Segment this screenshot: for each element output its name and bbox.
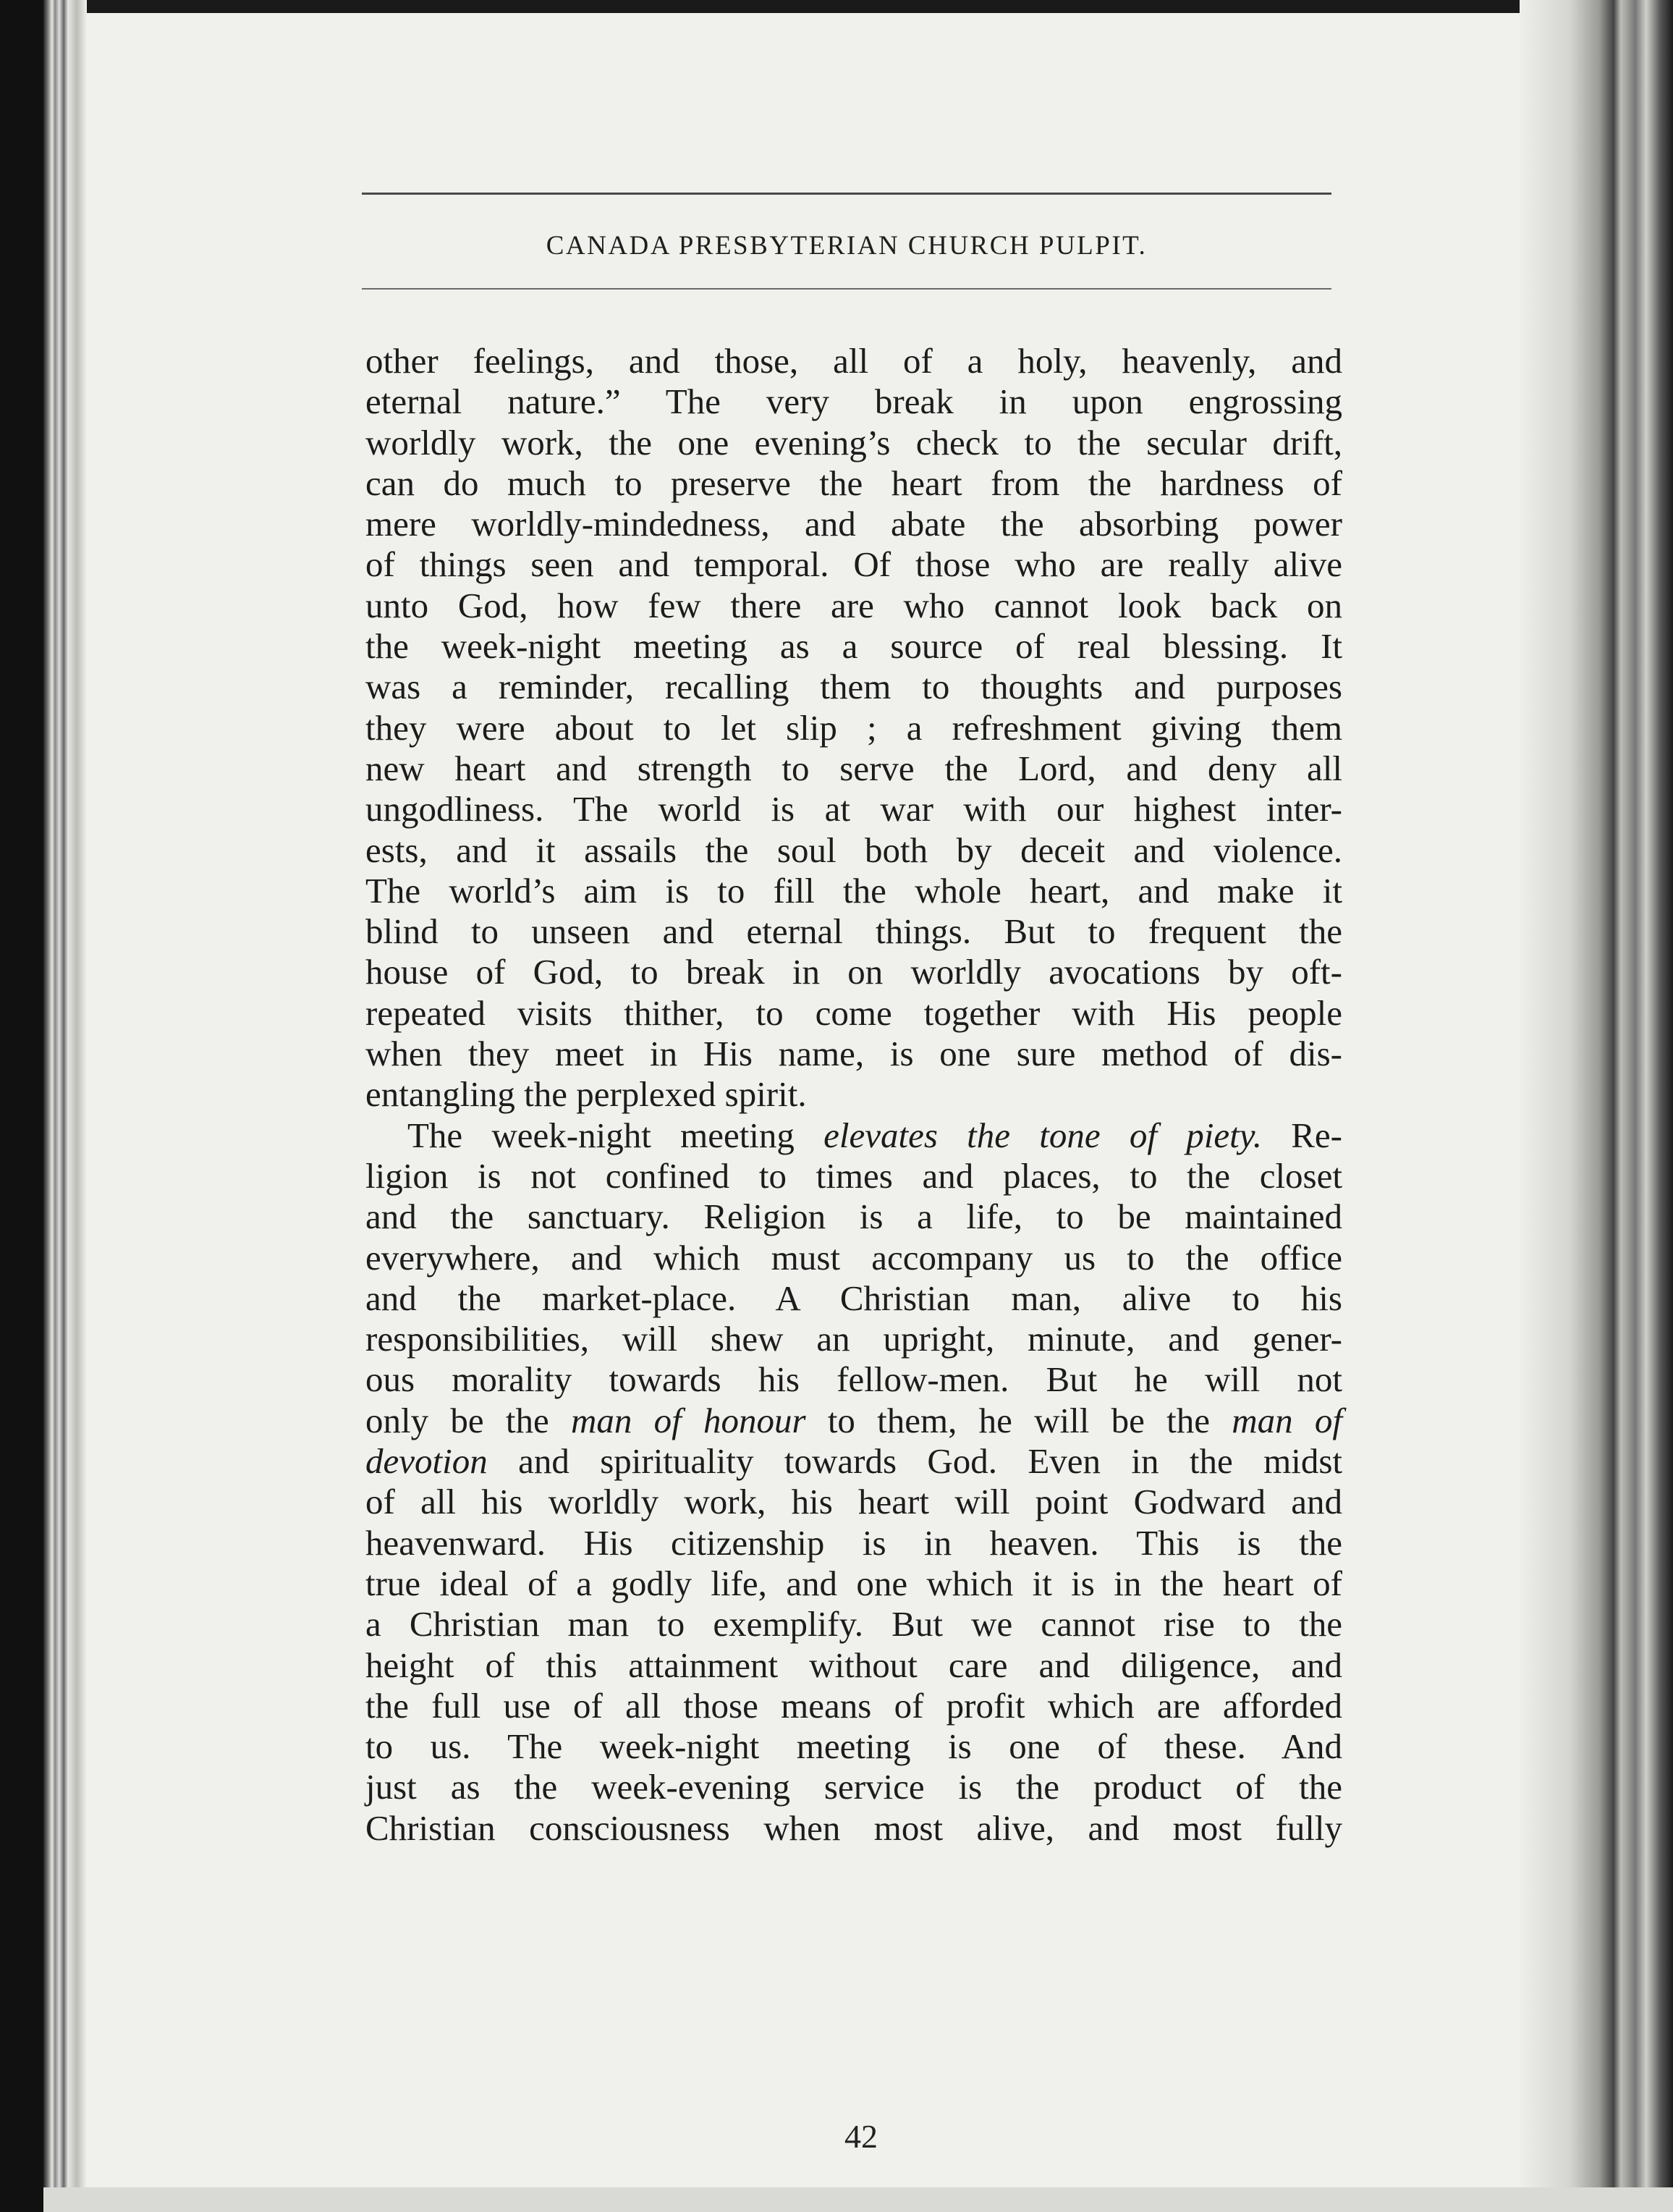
text-line: entangling the perplexed spirit.	[365, 1074, 807, 1115]
text-line: of all his worldly work, his heart will point Godward and	[365, 1482, 1342, 1522]
text-line: and the sanctuary. Religion is a life, to be maintained	[365, 1196, 1342, 1237]
running-head: CANADA PRESBYTERIAN CHURCH PULPIT.	[546, 231, 1148, 261]
text-line: they were about to let slip ; a refreshment giving them	[365, 707, 1342, 748]
scan-border-top	[0, 0, 1673, 13]
text-line: everywhere, and which must accompany us to the office	[365, 1237, 1342, 1278]
text-line: The world’s aim is to fill the whole heart, and make it	[365, 870, 1342, 911]
text-line: a Christian man to exemplify. But we cannot rise to the	[365, 1604, 1342, 1645]
text-line: heavenward. His citizenship is in heaven. This is the	[365, 1522, 1342, 1563]
text-line: devotion and spirituality towards God. Even in the midst	[365, 1441, 1342, 1482]
text-line: can do much to preserve the heart from the hardness of	[365, 463, 1342, 503]
text-line: when they meet in His name, is one sure method of dis-	[365, 1034, 1342, 1074]
emphasis: man of	[1232, 1400, 1342, 1440]
body-text	[365, 341, 1342, 1849]
text-line: house of God, to break in on worldly avocations by oft-	[365, 952, 1342, 992]
text-line: only be the man of honour to them, he will be the man of	[365, 1400, 1342, 1440]
emphasis: devotion	[365, 1441, 488, 1482]
text-line: height of this attainment without care and diligence, and	[365, 1645, 1342, 1685]
text-line: the week-night meeting as a source of real blessing. It	[365, 626, 1342, 667]
text-line: ests, and it assails the soul both by deceit and violence.	[365, 830, 1342, 870]
text-line: worldly work, the one evening’s check to the secular drift,	[365, 422, 1342, 463]
text-line: blind to unseen and eternal things. But to frequent the	[365, 911, 1342, 952]
header-rule-top	[362, 193, 1331, 195]
text-line: of things seen and temporal. Of those who are really alive	[365, 544, 1342, 585]
text-line: responsibilities, will shew an upright, minute, and gener-	[365, 1319, 1342, 1359]
text-line: mere worldly-mindedness, and abate the absorbing power	[365, 504, 1342, 544]
text-line: and the market-place. A Christian man, alive to his	[365, 1278, 1342, 1318]
text-line: new heart and strength to serve the Lord, and deny all	[365, 748, 1342, 788]
page-number: 42	[844, 2118, 878, 2155]
text-line: true ideal of a godly life, and one which it is in the heart of	[365, 1563, 1342, 1603]
text-line: unto God, how few there are who cannot look back on	[365, 585, 1342, 625]
text-line: Christian consciousness when most alive, and most fully	[365, 1807, 1342, 1848]
book-binding-edge	[43, 0, 87, 2187]
text-line: just as the week-evening service is the product of the	[365, 1767, 1342, 1807]
text-line: ungodliness. The world is at war with our highest inter-	[365, 789, 1342, 830]
emphasis: man of honour	[570, 1400, 806, 1440]
page-stack-edge	[1520, 0, 1673, 2187]
text-line: eternal nature.” The very break in upon engrossing	[365, 381, 1342, 422]
text-line: to us. The week-night meeting is one of these. And	[365, 1726, 1342, 1767]
emphasis: elevates the tone of piety.	[823, 1115, 1263, 1155]
scan-border-left	[0, 0, 43, 2212]
text-line: the full use of all those means of profit which are afforded	[365, 1685, 1342, 1726]
text-line: repeated visits thither, to come together with His people	[365, 992, 1342, 1033]
text-line: was a reminder, recalling them to thoughts and purposes	[365, 667, 1342, 707]
text-line: other feelings, and those, all of a holy, heavenly, and	[365, 341, 1342, 381]
text-line: ous morality towards his fellow-men. But he will not	[365, 1359, 1342, 1400]
header-rule-bottom	[362, 288, 1331, 290]
text-line: ligion is not confined to times and places, to the closet	[365, 1155, 1342, 1196]
paragraph-start-line: The week-night meeting elevates the tone of piety. Re-	[407, 1115, 1343, 1155]
